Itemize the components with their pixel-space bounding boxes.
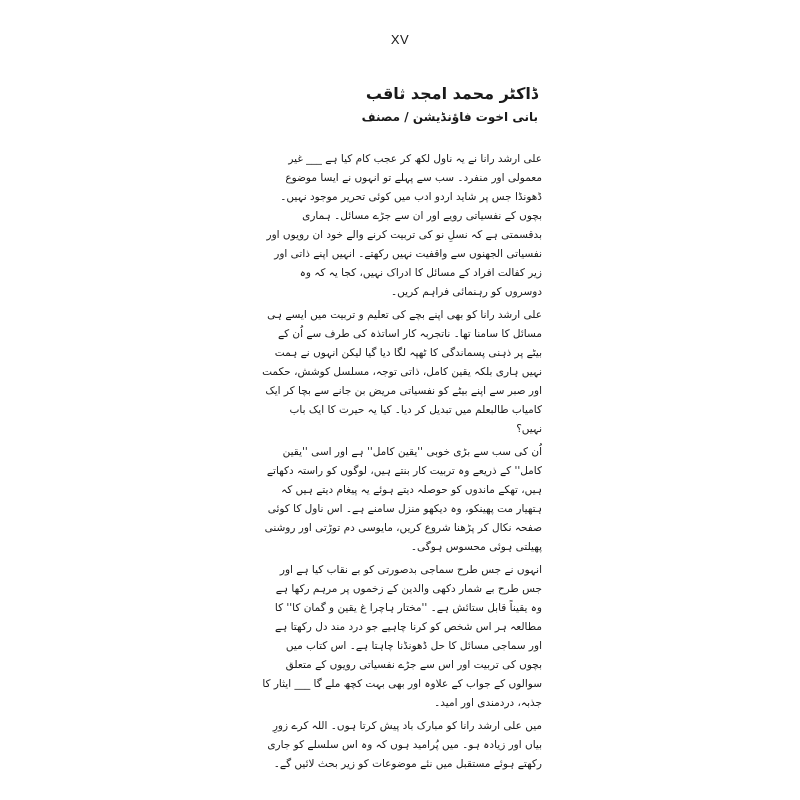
foreword-body <box>262 150 542 778</box>
author-role: بانی اخوت فاؤنڈیشن / مصنف <box>361 110 538 124</box>
paragraph: میں علی ارشد رانا کو مبارک باد پیش کرتا ہوں۔ اللہ کرے زورِ بیاں اور زیادہ ہو۔ میں پُرامید ہوں کہ وہ اس سلسلے کو جاری رکھتے ہوئے مستقبل میں نئے موضوعات کو زیر بحث لائیں گے۔ <box>267 720 542 770</box>
paragraph: علی ارشد رانا نے یہ ناول لکھ کر عجب کام کیا ہے ___ غیر معمولی اور منفرد۔ سب سے پہلے تو انہوں نے ایسا موضوع ڈھونڈا جس پر شاید اردو ادب میں کوئی تحریر موجود نہیں۔ بچوں کے نفسیاتی رویے اور ان سے جڑے مسائل۔ ہماری بدقسمتی ہے کہ نسلِ نو کی تربیت کرنے والے خود ان رویوں اور نفسیاتی الجھنوں سے واقفیت نہیں رکھتے۔ انہیں اپنے ذاتی اور زیر کفالت افراد کے مسائل کا ادراک نہیں، کجا یہ کہ وہ دوسروں کو رہنمائی فراہم کریں۔ <box>266 153 542 298</box>
paragraph: انہوں نے جس طرح سماجی بدصورتی کو بے نقاب کیا ہے اور جس طرح بے شمار دکھی والدین کے زخموں پر مرہم رکھا ہے وہ یقیناً قابل ستائش ہے۔ ''مختار ہاچرا غ یقین و گمان کا'' کا مطالعہ ہر اس شخص کو کرنا چاہیے جو درد مند دل رکھتا ہے اور سماجی مسائل کا حل ڈھونڈنا چاہتا ہے۔ اس کتاب میں بچوں کی تربیت اور اس سے جڑے نفسیاتی رویوں کے متعلق سوالوں کے جواب کے علاوہ اور بھی بہت کچھ ملے گا ___ ایثار کا جذبہ، دردمندی اور امید۔ <box>262 564 542 709</box>
paragraph: علی ارشد رانا کو بھی اپنے بچے کی تعلیم و تربیت میں ایسے ہی مسائل کا سامنا تھا۔ ناتجربہ کار اساتذہ کی طرف سے اُن کے بیٹے پر ذہنی پسماندگی کا ٹھپہ لگا دیا گیا لیکن انہوں نے ہمت نہیں ہاری بلکہ یقین کامل، ذاتی توجہ، مسلسل کوشش، حکمت اور صبر سے اپنے بیٹے کو نفسیاتی مریض بن جانے سے بچا کر ایک کامیاب طالبعلم میں تبدیل کر دیا۔ کیا یہ حیرت کا ایک باب نہیں؟ <box>262 309 542 435</box>
paragraph: اُن کی سب سے بڑی خوبی ''یقین کامل'' ہے اور اسی ''یقین کامل'' کے ذریعے وہ تربیت کار بنتے ہیں، لوگوں کو راستہ دکھاتے ہیں، تھکے ماندوں کو حوصلہ دیتے ہوئے یہ پیغام دیتے ہیں کہ ہتھیار مت پھینکو، وہ دیکھو منزل سامنے ہے۔ اس ناول کا کوئی صفحہ نکال کر پڑھنا شروع کریں، مایوسی دم توڑتی اور روشنی پھیلتی ہوئی محسوس ہوگی۔ <box>264 446 542 553</box>
page-number: XV <box>390 32 410 47</box>
author-name: ڈاکٹر محمد امجد ثاقب <box>365 84 538 103</box>
